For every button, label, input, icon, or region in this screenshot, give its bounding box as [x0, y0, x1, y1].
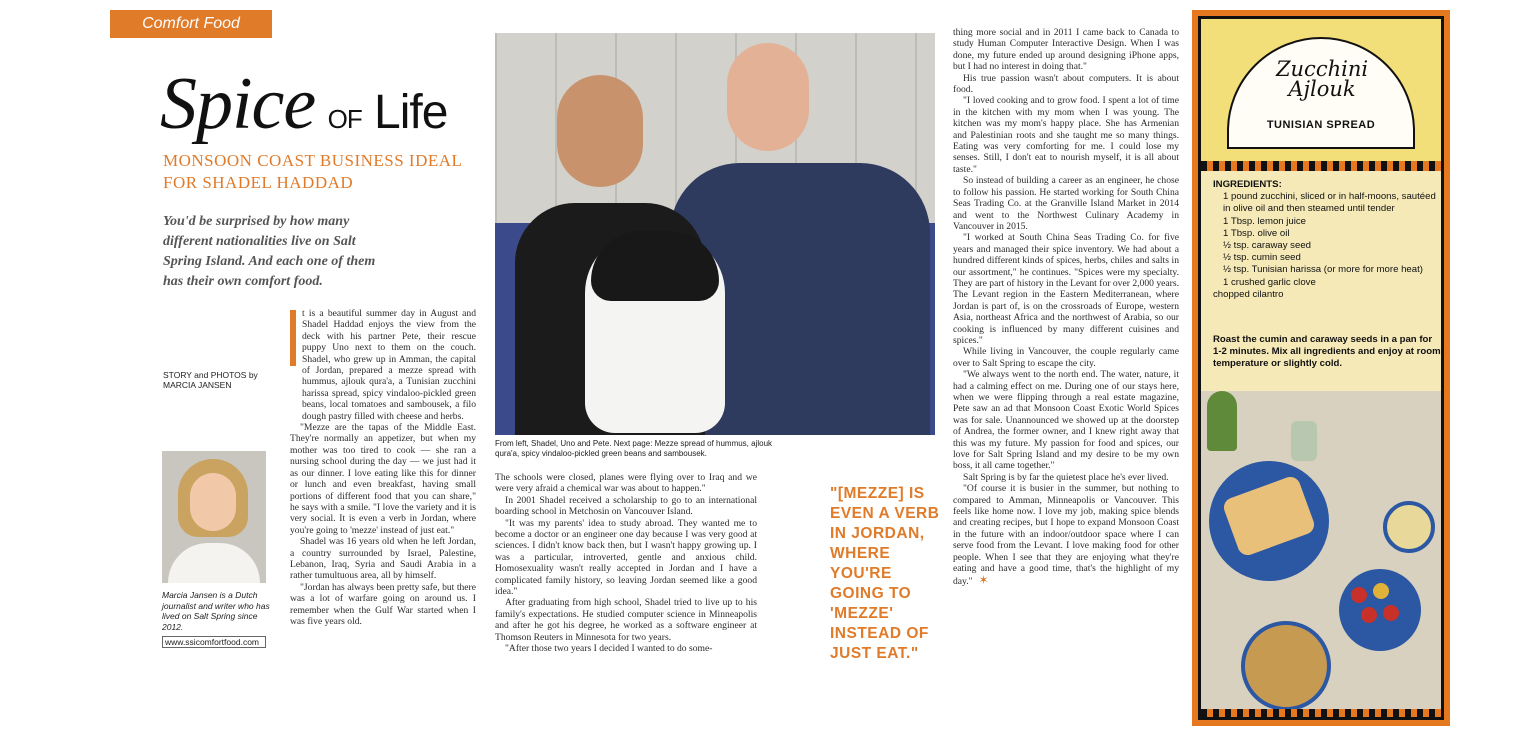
author-url[interactable]: www.ssicomfortfood.com — [162, 636, 266, 648]
ingredient-item: ½ tsp. cumin seed — [1223, 252, 1301, 264]
paragraph: "Mezze are the tapas of the Middle East. They're normally an appetizer, but when my mother was too tired to cook — she ran a nursing school during the day — we just had it as our dinner. I love eating like this for dinner or lunch and even breakfast, having small portions of different food that you can share," he says with a smile. "I love the variety and it is very social. It is even a verb in Jordan, where you're going to 'mezze' instead of just eat." — [290, 422, 476, 536]
paragraph: So instead of building a career as an engineer, he chose to follow his passion. He started working for South China Seas Trading Co. at the Granville Island Market in 2014 and went to the Northwest Culinary Academy in Vancouver in 2015. — [953, 175, 1179, 232]
article-column-2 — [495, 472, 757, 655]
main-photo — [495, 33, 935, 435]
paragraph — [953, 483, 1179, 587]
pull-quote: "[MEZZE] IS EVEN A VERB IN JORDAN, WHERE YOU'RE GOING TO 'MEZZE' INSTEAD OF JUST EAT." — [830, 485, 940, 662]
paragraph: In 2001 Shadel received a scholarship to go to an international boarding school in Metchosin on Vancouver Island. — [495, 494, 757, 518]
headline-life: Life — [374, 86, 448, 139]
ingredient-item: 1 crushed garlic clove — [1223, 276, 1316, 288]
ingredients-list — [1213, 179, 1443, 301]
ingredient-item: ½ tsp. Tunisian harissa (or more for more heat) — [1223, 264, 1423, 276]
last-paragraph-text: "Of course it is busier in the summer, but nothing to compared to Amman, Minneapolis or Vancouver. This feels like home now. I love my job, making spice blends and creating recipes, but I hope to expand Monsoon Coast in the future with an indoor/outdoor space where I can serve food from the Levant. I love making food for other people. When I see that they are enjoying what they're eating and have a good time, that's the highlight of my day." — [953, 483, 1179, 587]
article-column-1 — [290, 308, 476, 627]
paragraph: While living in Vancouver, the couple regularly came over to Salt Spring to escape the city. — [953, 346, 1179, 369]
author-caption: Marcia Jansen is a Dutch journalist and writer who has lived on Salt Spring since 2012. — [162, 590, 270, 632]
ingredient-item: 1 pound zucchini, sliced or in half-moons, sautéed in olive oil and then steamed until tender — [1223, 191, 1436, 215]
paragraph: His true passion wasn't about computers. It is about food. — [953, 72, 1179, 96]
headline-spice: Spice — [160, 63, 316, 145]
paragraph: "Jordan has always been pretty safe, but there was a lot of warfare going on around us. I remember when the Gulf War started when I was five years old. — [290, 581, 476, 627]
paragraph: thing more social and in 2011 I came back to Canada to study Human Computer Interactive Design. When I was done, my future ended up around designing iPhone apps, but I had no interest in doing that." — [953, 27, 1179, 73]
paragraph: "After those two years I decided I wanted to do some- — [505, 643, 713, 655]
headline-of: OF — [327, 104, 362, 134]
ingredient-item: 1 Tbsp. olive oil — [1223, 227, 1290, 239]
paragraph: t is a beautiful summer day in August and Shadel Haddad enjoys the view from the deck with his partner Pete, their rescue puppy Uno next to them on the couch. Shadel, who grew up in Amman, the capital of Jordan, prepared a mezze spread with hummus, ajlouk qura'a, a Tunisian zucchini harissa spread, spicy vindaloo-pickled green beans, local tomatoes and sambousek, a filo dough pastry filled with cheese and herbs. — [302, 308, 476, 422]
paragraph: After graduating from high school, Shadel tried to live up to his family's expectations. He studied computer science in Minneapolis and after he got his degree, he worked as a software engineer at Thomson Reuters in Minnesota for two years. — [495, 597, 757, 643]
paragraph: The schools were closed, planes were flying over to Iraq and we were very afraid a chemical war was about to happen." — [495, 472, 757, 495]
paragraph: "I loved cooking and to grow food. I spent a lot of time in the kitchen with my mom when I was young. The kitchen was my mom's happy place. She has Armenian and Palestinian roots and she taught me so many things. Eating was very comforting for me. I could lose my senses. Still, I don't eat to nourish myself, it is all about taste." — [953, 95, 1179, 175]
paragraph: Shadel was 16 years old when he left Jordan, a country surrounded by Israel, Palestine, Lebanon, Iraq, Syria and Saudi Arabia in a rather tumultuous area, all by himself. — [290, 536, 476, 582]
food-photo — [1201, 391, 1441, 720]
ingredient-item: chopped cilantro — [1213, 288, 1284, 300]
paragraph: "I worked at South China Seas Trading Co. for five years and managed their spice inventory. We had about a hundred different kinds of spices, herbs, chiles and salts in our assortment," he continues. "Spices were my specialty. They are part of history in the Levant for over 2,000 years. The Levant region in the Eastern Mediterranean, where Jordan is part of, is on the crossroads of Europe, western Asia, northeast Africa and the northwest of Arabia, so our cooking is influenced by many different cuisines and spices." — [953, 232, 1179, 346]
decorative-band — [1201, 161, 1441, 171]
deck: You'd be surprised by how many different nationalities live on Salt Spring Island. And each one of them has their own comfort food. — [163, 214, 376, 289]
recipe-sidebar — [1192, 10, 1450, 726]
photo-caption: From left, Shadel, Uno and Pete. Next page: Mezze spread of hummus, ajlouk qura'a, spicy vindaloo-pickled green beans and sambousek. — [495, 439, 773, 458]
byline: STORY and PHOTOS by MARCIA JANSEN — [163, 370, 258, 390]
recipe-method: Roast the cumin and caraway seeds in a pan for 1-2 minutes. Mix all ingredients and enjoy at room temperature or slightly cold. — [1213, 334, 1441, 370]
ingredient-item: ½ tsp. caraway seed — [1223, 240, 1311, 252]
recipe-title: Zucchini Ajlouk — [1275, 57, 1369, 101]
author-photo — [162, 451, 266, 583]
ingredients-heading: INGREDIENTS: — [1213, 179, 1282, 190]
end-mark-icon: ✶ — [978, 572, 989, 587]
article-column-3 — [953, 27, 1179, 587]
paragraph: "We always went to the north end. The water, nature, it had a calming effect on me. During one of our stays here, when we were flipping through a real estate magazine, Pete saw an ad that Monsoon Coast Exotic World Spices was for sale. Unannounced we showed up at the doorstep of Andrea, the former owner, and I knew right away that this was my future. My passion for food and spices, our love for Salt Spring Island and my desire to be my own boss, it all came together." — [953, 369, 1179, 472]
paragraph: "It was my parents' idea to study abroad. They wanted me to become a doctor or an engineer one day because I was very good at sciences. I didn't know back then, but I wasn't happy growing up. I was a particular, introverted, gentle and anxious child. Homosexuality wasn't really accepted in Jordan and I have a complicated family history, so leaving Jordan seemed like a good idea." — [495, 517, 757, 598]
headline — [160, 62, 447, 147]
ingredient-item: 1 Tbsp. lemon juice — [1223, 215, 1307, 227]
paragraph: Salt Spring is by far the quietest place he's ever lived. — [963, 471, 1169, 483]
recipe-subtitle: TUNISIAN SPREAD — [1266, 119, 1376, 131]
section-tag: Comfort Food — [110, 10, 272, 38]
subtitle: MONSOON COAST BUSINESS IDEAL FOR SHADEL HADDAD — [163, 151, 462, 192]
